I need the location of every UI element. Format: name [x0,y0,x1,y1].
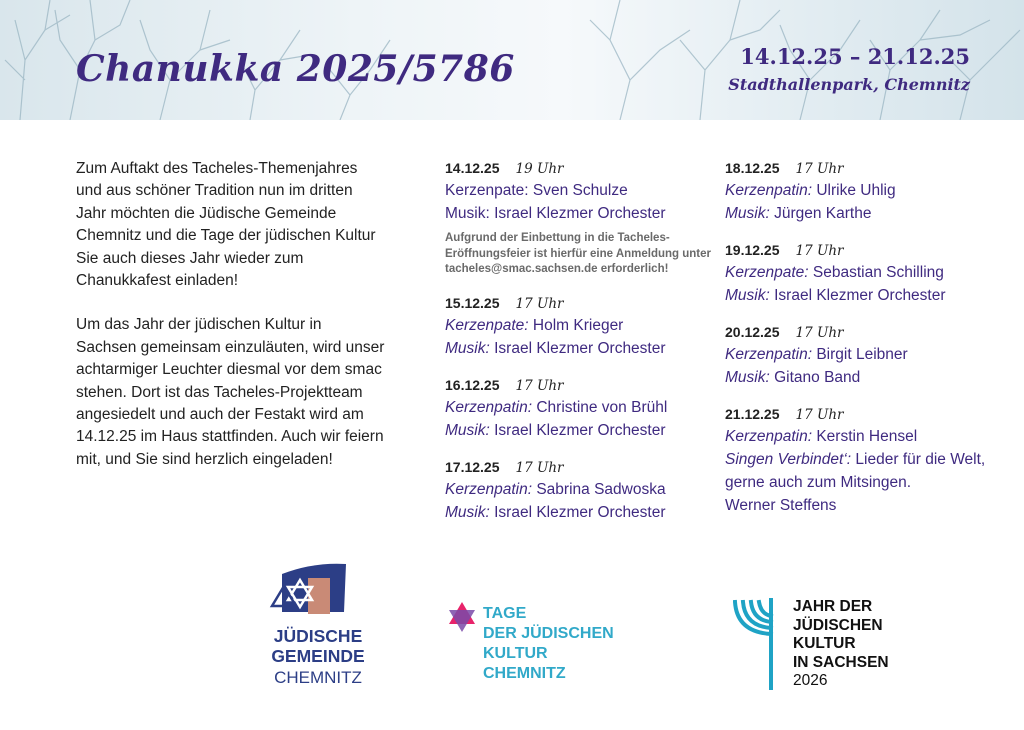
musik-label: Singen Verbindet‘: [725,451,852,468]
pate-name: Ulrike Uhlig [816,182,896,199]
event-date: 16.12.25 [445,376,500,393]
musik-name: Israel Klezmer Orchester [494,503,666,521]
event-time: 17 Uhr [515,377,564,394]
pate-name: Kerstin Hensel [816,428,918,445]
musik-label: Musik: [445,503,490,521]
logo-tage-text [483,604,614,684]
pate-name: Christine von Brühl [536,398,668,416]
event-date: 14.12.25 [445,160,500,176]
logo-gemeinde-text [258,626,378,666]
event-21-12 [725,404,995,517]
musik-name: Jürgen Karthe [774,205,872,222]
pate-label: Kerzenpatin: [725,182,813,199]
event-time: 19 Uhr [515,161,564,177]
logo-line: JÜDISCHE [273,626,363,646]
pate-label: Kerzenpate: [445,316,529,334]
musik-name: Gitano Band [774,369,861,386]
musik-label: Musik: [725,287,770,304]
pate-label: Kerzenpate: [445,182,529,199]
event-date: 15.12.25 [445,294,500,311]
event-16-12 [445,375,715,442]
intro-paragraph-2: Um das Jahr der jüdischen Kultur in Sachsen gemeinsam einzuläuten, wird unser achtarmiger Leuchter diesmal vor dem smac stehen. Dort ist das Tacheles-Projektteam angesiedelt und auch der Festakt wird am 14.12.25 im Haus stattfinden. Auch wir feiern mit, und Sie sind herzlich eingeladen! [76,316,385,468]
musik-label: Musik: [725,369,770,386]
event-date: 19.12.25 [725,242,780,258]
star-of-david-icon [445,600,479,634]
logo-tage-juedischen-kultur [445,600,645,695]
date-range: 14.12.25 – 21.12.25 [740,44,970,69]
pate-label: Kerzenpate: [725,264,809,281]
musik-label: Musik: [445,421,490,439]
musik-label: Musik: [445,339,490,357]
page-title: Chanukka 2025/5786 [76,48,515,90]
event-20-12 [725,322,995,389]
event-17-12 [445,457,715,524]
logo-line: CHEMNITZ [483,665,566,682]
header-banner [0,0,1024,120]
event-date: 21.12.25 [725,406,780,422]
logo-jahr-juedischen-kultur [733,598,953,693]
menorah-icon [733,598,785,690]
event-date: 18.12.25 [725,160,780,176]
logo-line: CHEMNITZ [274,668,362,687]
logo-line: KULTUR [793,635,856,652]
musik-name: Israel Klezmer Orchester [494,339,666,357]
musik-name: Lieder für die Welt, gerne auch zum Mitsingen. [725,451,986,491]
event-18-12 [725,158,995,225]
event-15-12 [445,293,715,360]
event-time: 17 Uhr [795,325,844,341]
schedule-column-1 [445,158,715,539]
pate-name: Birgit Leibner [816,346,908,363]
event-14-12 [445,158,715,278]
logo-line: DER JÜDISCHEN [483,625,614,642]
logo-year: 2026 [793,672,828,689]
musik-name: Israel Klezmer Orchester [494,421,666,439]
intro-text [76,158,386,493]
star-of-david-icon [258,560,378,626]
musik-label: Musik: [445,205,490,222]
logo-jahr-text [793,598,889,691]
logo-line: TAGE [483,605,527,622]
location: Stadthallenpark, Chemnitz [728,75,970,94]
event-dates [728,44,970,94]
logo-line: GEMEINDE [271,646,365,666]
logo-line: JÜDISCHEN [793,616,883,634]
pate-name: Sebastian Schilling [812,264,944,281]
logo-juedische-gemeinde [258,560,378,690]
pate-label: Kerzenpatin: [445,398,533,416]
musik-label: Musik: [725,205,770,222]
logo-line: JAHR DER [793,598,873,615]
logo-line: IN SACHSEN [793,653,889,671]
schedule-column-2 [725,158,995,532]
pate-name: Holm Krieger [532,316,624,334]
logo-line: KULTUR [483,645,548,662]
event-time: 17 Uhr [795,407,844,423]
event-time: 17 Uhr [515,295,564,312]
musik-name: Israel Klezmer Orchester [494,205,666,222]
event-time: 17 Uhr [795,161,844,177]
musik-name: Israel Klezmer Orchester [774,287,946,304]
event-time: 17 Uhr [795,243,844,259]
registration-note: Aufgrund der Einbettung in die Tacheles-Eröffnungsfeier ist hierfür eine Anmeldung unter tacheles@smac.sachsen.de erforderlich! [445,232,712,275]
pate-name: Sven Schulze [532,182,628,199]
extra-artist: Werner Steffens [725,497,837,514]
event-date: 20.12.25 [725,324,780,340]
event-19-12 [725,240,995,307]
pate-label: Kerzenpatin: [445,480,533,498]
pate-label: Kerzenpatin: [725,428,813,445]
event-time: 17 Uhr [515,459,564,476]
pate-label: Kerzenpatin: [725,346,813,363]
event-date: 17.12.25 [445,458,500,475]
pate-name: Sabrina Sadwoska [536,480,666,498]
intro-paragraph-1: Zum Auftakt des Tacheles-Themenjahres und aus schöner Tradition nun im dritten Jahr möchten die Jüdische Gemeinde Chemnitz und die Tage der jüdischen Kultur Sie auch dieses Jahr wieder zum Chanukkafest einladen! [76,160,376,290]
